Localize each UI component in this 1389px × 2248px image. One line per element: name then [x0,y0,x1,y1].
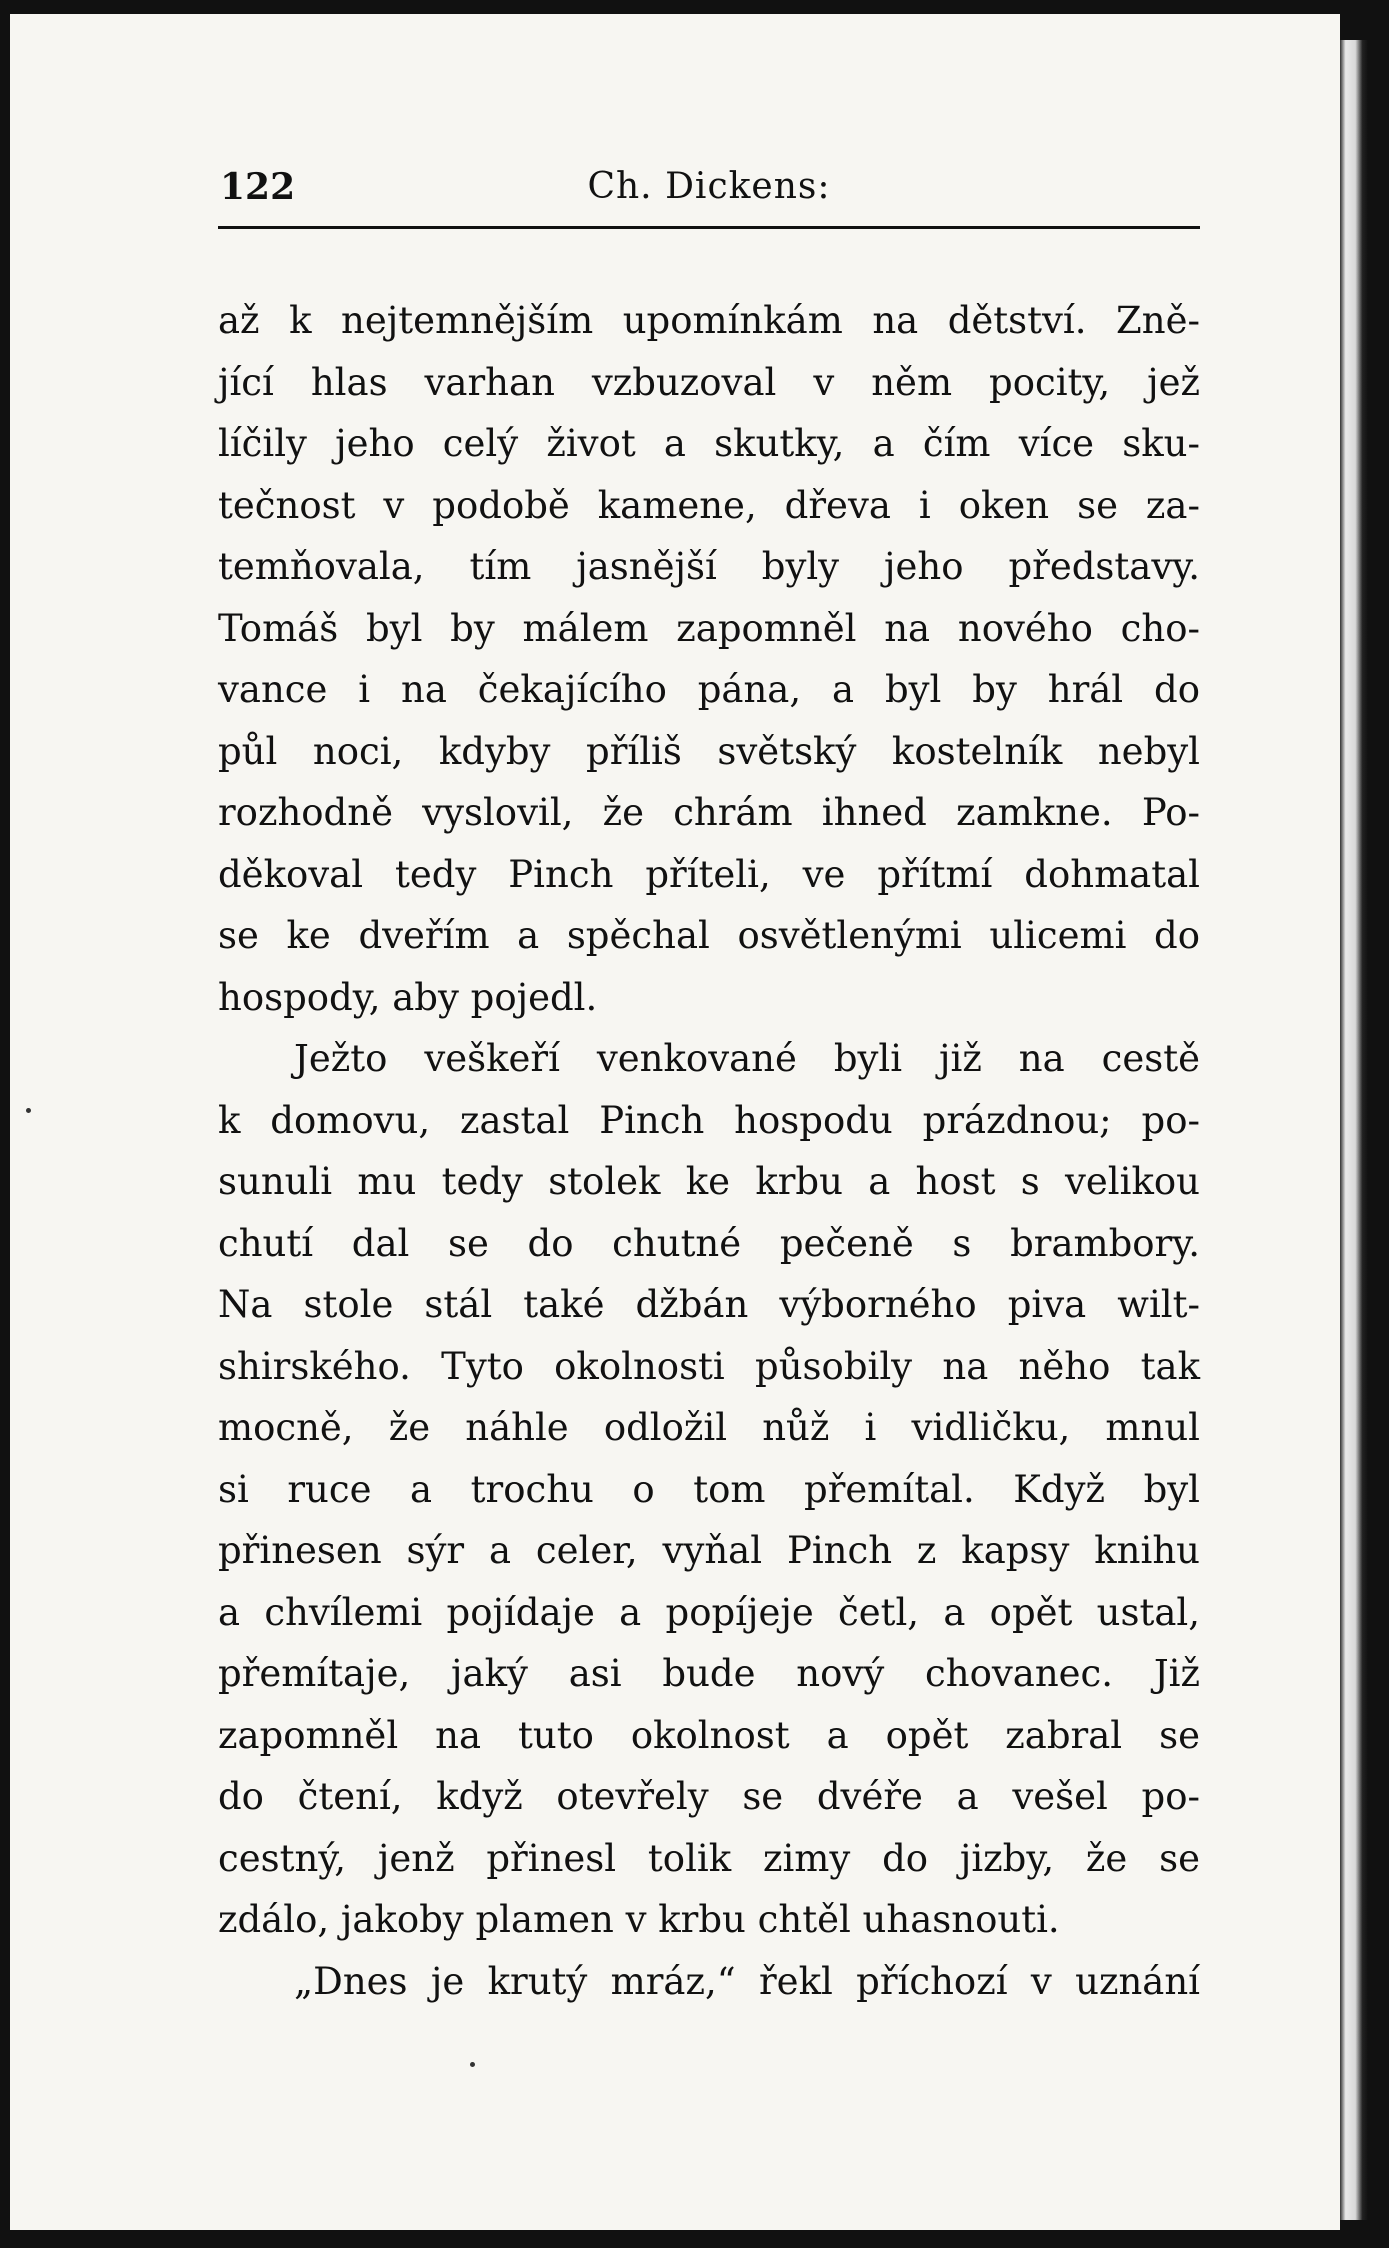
text-line: přemítaje, jaký asi bude nový chovanec. Již [218,1652,1200,1695]
text-line: k domovu, zastal Pinch hospodu prázdnou; po- [218,1098,1200,1142]
text-line: shirského. Tyto okolnosti působily na něho tak [218,1344,1200,1388]
text-line: rozhodně vyslovil, že chrám ihned zamkne. Po- [218,791,1200,834]
text-line: půl noci, kdyby příliš světský kostelník nebyl [218,729,1200,773]
paragraph-end-line: hospody, aby pojedl. [218,975,598,1019]
page-header [218,166,1200,229]
text-line: Tomáš byl by málem zapomněl na nového cho- [218,606,1200,650]
text-line: zapomněl na tuto okolnost a opět zabral se [218,1713,1200,1757]
running-head: Ch. Dickens: [587,166,831,207]
paragraph-end-line: zdálo, jakoby plamen v krbu chtěl uhasnouti. [218,1898,1060,1941]
text-line: vance i na čekajícího pána, a byl by hrál do [218,668,1200,711]
text-line: Na stole stál také džbán výborného piva wilt- [218,1283,1200,1326]
text-line: sunuli mu tedy stolek ke krbu a host s velikou [218,1160,1200,1203]
text-line: jící hlas varhan vzbuzoval v něm pocity, jež [218,360,1200,404]
text-line: až k nejtemnějším upomínkám na dětství. Zně- [218,299,1200,342]
text-line: chutí dal se do chutné pečeně s brambory. [218,1221,1200,1265]
scan-speck [26,1108,31,1113]
text-line: tečnost v podobě kamene, dřeva i oken se za- [218,483,1200,527]
page-number: 122 [220,166,296,208]
body-text [218,290,1200,2012]
paragraph-start-line: Ježto veškeří venkované byli již na cestě [294,1037,1200,1080]
text-line: děkoval tedy Pinch příteli, ve přítmí dohmatal [218,852,1200,896]
text-line: přinesen sýr a celer, vyňal Pinch z kapsy knihu [218,1529,1200,1572]
text-line: mocně, že náhle odložil nůž i vidličku, mnul [218,1406,1200,1449]
scan-speck [470,2062,475,2067]
text-line: do čtení, když otevřely se dvéře a vešel po- [218,1775,1200,1818]
text-line: temňovala, tím jasnější byly jeho představy. [218,545,1200,588]
text-line: se ke dveřím a spěchal osvětlenými ulicemi do [218,914,1200,957]
text-line: cestný, jenž přinesl tolik zimy do jizby, že se [218,1836,1200,1880]
paragraph-start-line: „Dnes je krutý mráz,“ řekl příchozí v uznání [294,1959,1200,2003]
text-line: si ruce a trochu o tom přemítal. Když byl [218,1467,1200,1511]
text-line: líčily jeho celý život a skutky, a čím více sku- [218,422,1200,465]
page-edge-shadow [1340,40,1368,2220]
text-line: a chvílemi pojídaje a popíjeje četl, a opět ustal, [218,1590,1200,1634]
